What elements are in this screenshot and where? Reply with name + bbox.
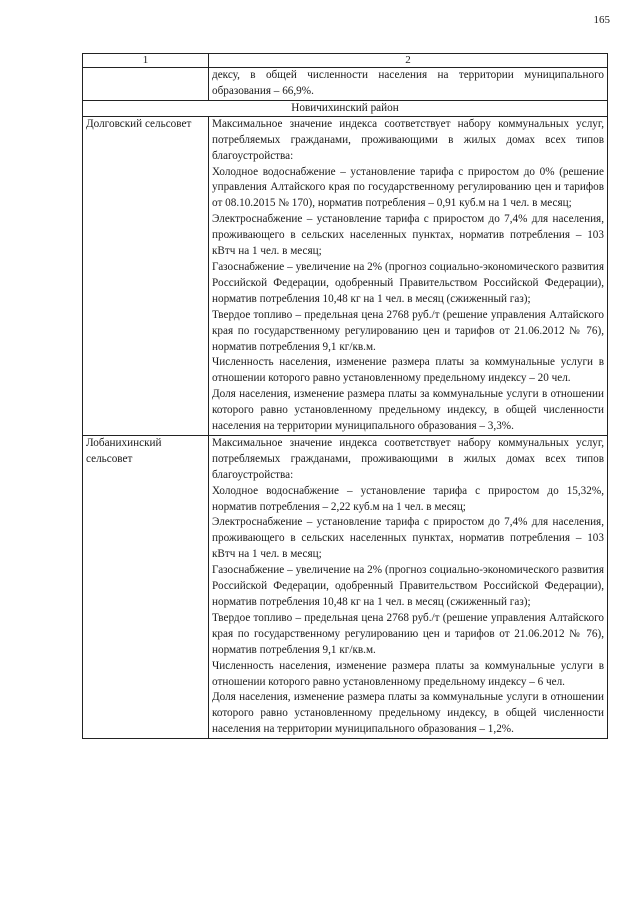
continuation-text: дексу, в общей численности населения на территории муниципального образования – 66,9%. [209, 68, 608, 101]
region-name: Лобанихинский сельсовет [83, 435, 209, 738]
continuation-row [83, 68, 608, 101]
paragraph: Холодное водоснабжение – установление тарифа с приростом до 15,32%, норматив потребления – 2,22 куб.м на 1 чел. в месяц; [212, 484, 604, 513]
table-row [83, 435, 608, 738]
paragraph: Твердое топливо – предельная цена 2768 руб./т (решение управления Алтайского края по государственному регулированию цен и тарифов от 21.06.2012 № 76), норматив потребления 9,1 кг/кв.м. [212, 308, 604, 353]
paragraph: Численность населения, изменение размера платы за коммунальные услуги в отношении которого равно установленному предельному индексу – 20 чел. [212, 356, 604, 385]
paragraph: Доля населения, изменение размера платы за коммунальные услуги в отношении которого равно установленному предельному индексу, в общей численности населения на территории муниципального образования – 3,3%. [212, 388, 604, 433]
column-number-row [83, 54, 608, 68]
region-description [209, 435, 608, 738]
region-description [209, 116, 608, 435]
continuation-region-cell [83, 68, 209, 101]
district-row [83, 100, 608, 116]
region-name: Долговский сельсовет [83, 116, 209, 435]
paragraph: Численность населения, изменение размера платы за коммунальные услуги в отношении которого равно установленному предельному индексу – 6 чел. [212, 659, 604, 688]
district-title: Новичихинский район [83, 100, 608, 116]
table-row [83, 116, 608, 435]
paragraph: Газоснабжение – увеличение на 2% (прогноз социально-экономического развития Российской Федерации, одобренный Правительством Российской Федерации), норматив потребления 10,48 кг на 1 чел. в месяц (сжиженный газ); [212, 260, 604, 305]
paragraph: Твердое топливо – предельная цена 2768 руб./т (решение управления Алтайского края по государственному регулированию цен и тарифов от 21.06.2012 № 76), норматив потребления 9,1 кг/кв.м. [212, 611, 604, 656]
column-number-2: 2 [209, 54, 608, 68]
paragraph: Доля населения, изменение размера платы за коммунальные услуги в отношении которого равно установленному предельному индексу, в общей численности населения на территории муниципального образования – 1,2%. [212, 691, 604, 736]
column-number-1: 1 [83, 54, 209, 68]
paragraph: Холодное водоснабжение – установление тарифа с приростом до 0% (решение управления Алтайского края по государственному регулированию цен и тарифов от 08.10.2015 № 170), норматив потребления – 0,91 куб.м на 1 чел. в месяц; [212, 165, 604, 210]
index-table [82, 53, 608, 739]
paragraph: Максимальное значение индекса соответствует набору коммунальных услуг, потребляемых гражданами, проживающими в жилых домах всех типов благоустройства: [212, 117, 604, 162]
page-number: 165 [593, 14, 610, 26]
paragraph: Газоснабжение – увеличение на 2% (прогноз социально-экономического развития Российской Федерации, одобренный Правительством Российской Федерации), норматив потребления 10,48 кг на 1 чел. в месяц (сжиженный газ); [212, 564, 604, 608]
paragraph: Электроснабжение – установление тарифа с приростом до 7,4% для населения, проживающего в сельских населенных пунктах, норматив потребления – 103 кВтч на 1 чел. в месяц; [212, 516, 604, 561]
paragraph: Электроснабжение – установление тарифа с приростом до 7,4% для населения, проживающего в сельских населенных пунктах, норматив потребления – 103 кВтч на 1 чел. в месяц; [212, 213, 604, 258]
paragraph: Максимальное значение индекса соответствует набору коммунальных услуг, потребляемых гражданами, проживающими в жилых домах всех типов благоустройства: [212, 436, 604, 481]
